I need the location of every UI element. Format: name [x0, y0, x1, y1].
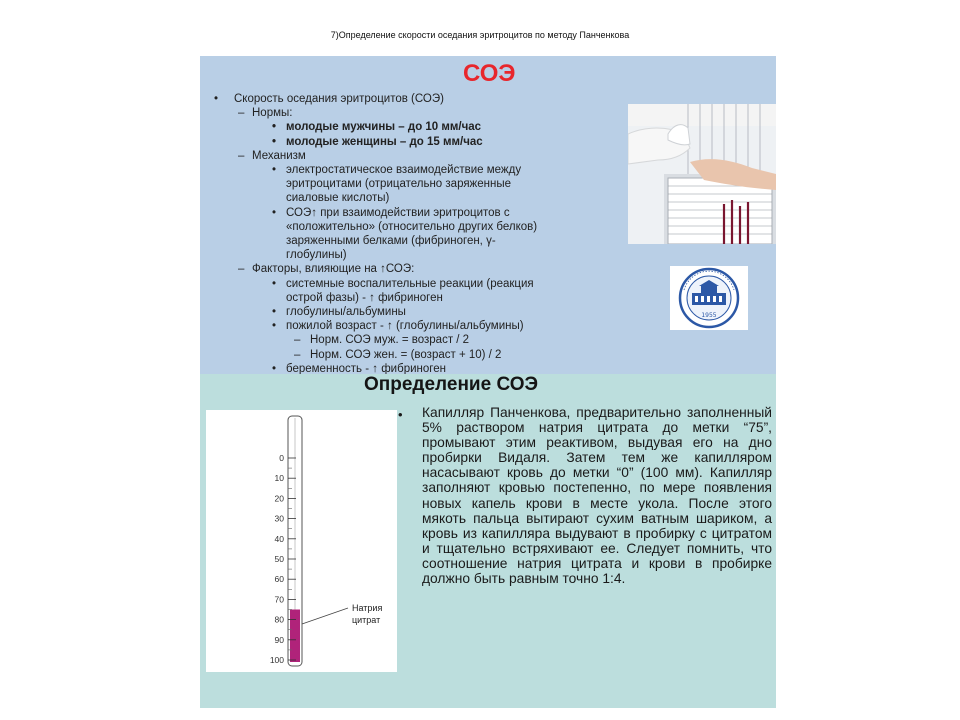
- tube-scale-label: 50: [274, 554, 284, 564]
- top-slide: [200, 56, 776, 374]
- bullet-marker: •: [272, 277, 277, 290]
- bullet-marker: •: [272, 135, 277, 148]
- bullet-text: Скорость оседания эритроцитов (СОЭ): [234, 93, 444, 105]
- bullet-marker: •: [272, 320, 277, 333]
- bullet-marker: –: [238, 149, 245, 162]
- bullet-line: [206, 92, 626, 106]
- tube-scale-label: 0: [279, 453, 284, 463]
- tube-label-line1: Натрия: [352, 603, 383, 613]
- top-slide-title: СОЭ: [463, 60, 516, 87]
- bullet-line: [206, 163, 626, 177]
- bullet-line: [206, 177, 626, 191]
- bullet-marker: •: [214, 93, 219, 105]
- bullet-text: заряженными белками (фибриноген, γ-: [286, 235, 496, 248]
- bullet-text: электростатическое взаимодействие между: [286, 164, 522, 177]
- bullet-text: Нормы:: [252, 107, 293, 120]
- bullet-text: молодые женщины – до 15 мм/час: [286, 135, 483, 148]
- bullet-marker: •: [272, 164, 277, 177]
- bullet-marker: –: [294, 334, 301, 347]
- bullet-line: [206, 135, 626, 149]
- bullet-text: системные воспалительные реакции (реакция: [286, 277, 534, 290]
- tube-scale-label: 70: [274, 594, 284, 605]
- bottom-paragraph: Капилляр Панченкова, предварительно заполненный 5% раствором натрия цитрата до метки “75”, промывают этим реактивом, выдувая его на дно пробирки Видаля. Затем тем же капилляром насасывают кровь до метки “0” (100 мм). Капилляр заполняют кровью постепенно, по мере появления новых капель крови в месте укола. После этого мякоть пальца вытирают сухим ватным шариком, а кровь из капилляра выдувают в пробирку с цитратом и тщательно встряхивают ее. Следует помнить, что соотношение натрия цитрата и крови в пробирке должно быть равным точно 1:4.: [422, 405, 772, 587]
- top-slide-bullet-list: [206, 92, 626, 374]
- bullet-marker: •: [272, 362, 277, 374]
- logo-year: 1955: [701, 312, 717, 319]
- bullet-line: [206, 206, 626, 220]
- page-title: 7)Определение скорости оседания эритроцитов по методу Панченкова: [330, 30, 630, 40]
- panchenkov-capillary-diagram: [206, 410, 397, 672]
- bottom-bullet-marker: •: [398, 407, 403, 422]
- bullet-line: [206, 234, 626, 248]
- bullet-text: СОЭ↑ при взаимодействии эритроцитов с: [286, 206, 510, 219]
- tube-scale-label: 30: [274, 513, 284, 524]
- bullet-marker: –: [294, 348, 301, 361]
- bullet-text: Норм. СОЭ жен. = (возраст + 10) / 2: [310, 348, 502, 361]
- bullet-text: сиаловые кислоты): [286, 192, 390, 205]
- bullet-line: [206, 291, 626, 305]
- bullet-line: [206, 220, 626, 234]
- tube-scale-label: 100: [269, 655, 284, 665]
- bullet-text: беременность - ↑ фибриноген: [286, 362, 446, 374]
- bullet-line: [206, 362, 626, 374]
- bullet-text: Механизм: [252, 149, 306, 162]
- bullet-text: «положительно» (относительно других белков): [286, 220, 538, 233]
- bullet-marker: •: [272, 206, 277, 219]
- bullet-line: [206, 106, 626, 120]
- bullet-line: [206, 333, 626, 347]
- tube-scale-label: 40: [274, 533, 284, 544]
- bullet-line: [206, 262, 626, 276]
- bullet-line: [206, 319, 626, 333]
- bullet-line: [206, 305, 626, 319]
- tube-scale-label: 10: [274, 473, 284, 484]
- bullet-line: [206, 120, 626, 134]
- bullet-line: [206, 348, 626, 362]
- bullet-line: [206, 277, 626, 291]
- bullet-text: Норм. СОЭ муж. = возраст / 2: [310, 334, 470, 347]
- citrate-fill: [290, 610, 300, 663]
- tube-scale-label: 90: [274, 634, 284, 645]
- bullet-line: [206, 248, 626, 262]
- bullet-text: острой фазы) - ↑ фибриноген: [286, 291, 443, 304]
- bullet-marker: –: [238, 107, 245, 120]
- bullet-marker: –: [238, 263, 245, 276]
- university-logo: [670, 266, 748, 330]
- callout-line: [302, 608, 348, 624]
- bullet-text: молодые мужчины – до 10 мм/час: [286, 121, 482, 134]
- bullet-text: пожилой возраст - ↑ (глобулины/альбумины): [286, 320, 524, 333]
- bottom-slide: [200, 374, 776, 708]
- bullet-line: [206, 149, 626, 163]
- bullet-marker: •: [272, 121, 277, 134]
- bullet-text: Факторы, влияющие на ↑СОЭ:: [252, 263, 415, 276]
- tube-scale-label: 80: [274, 614, 284, 625]
- bullet-text: эритроцитами (отрицательно заряженные: [286, 178, 512, 191]
- esr-stand-photo: [628, 104, 776, 244]
- bullet-text: глобулины/альбумины: [286, 306, 406, 319]
- bullet-text: глобулины): [286, 249, 347, 262]
- tube-label-line2: цитрат: [352, 615, 381, 625]
- bullet-marker: •: [272, 306, 277, 319]
- bottom-slide-title: Определение СОЭ: [364, 374, 538, 395]
- tube-scale-label: 20: [274, 493, 284, 504]
- tube-scale-label: 60: [274, 574, 284, 585]
- bullet-line: [206, 191, 626, 205]
